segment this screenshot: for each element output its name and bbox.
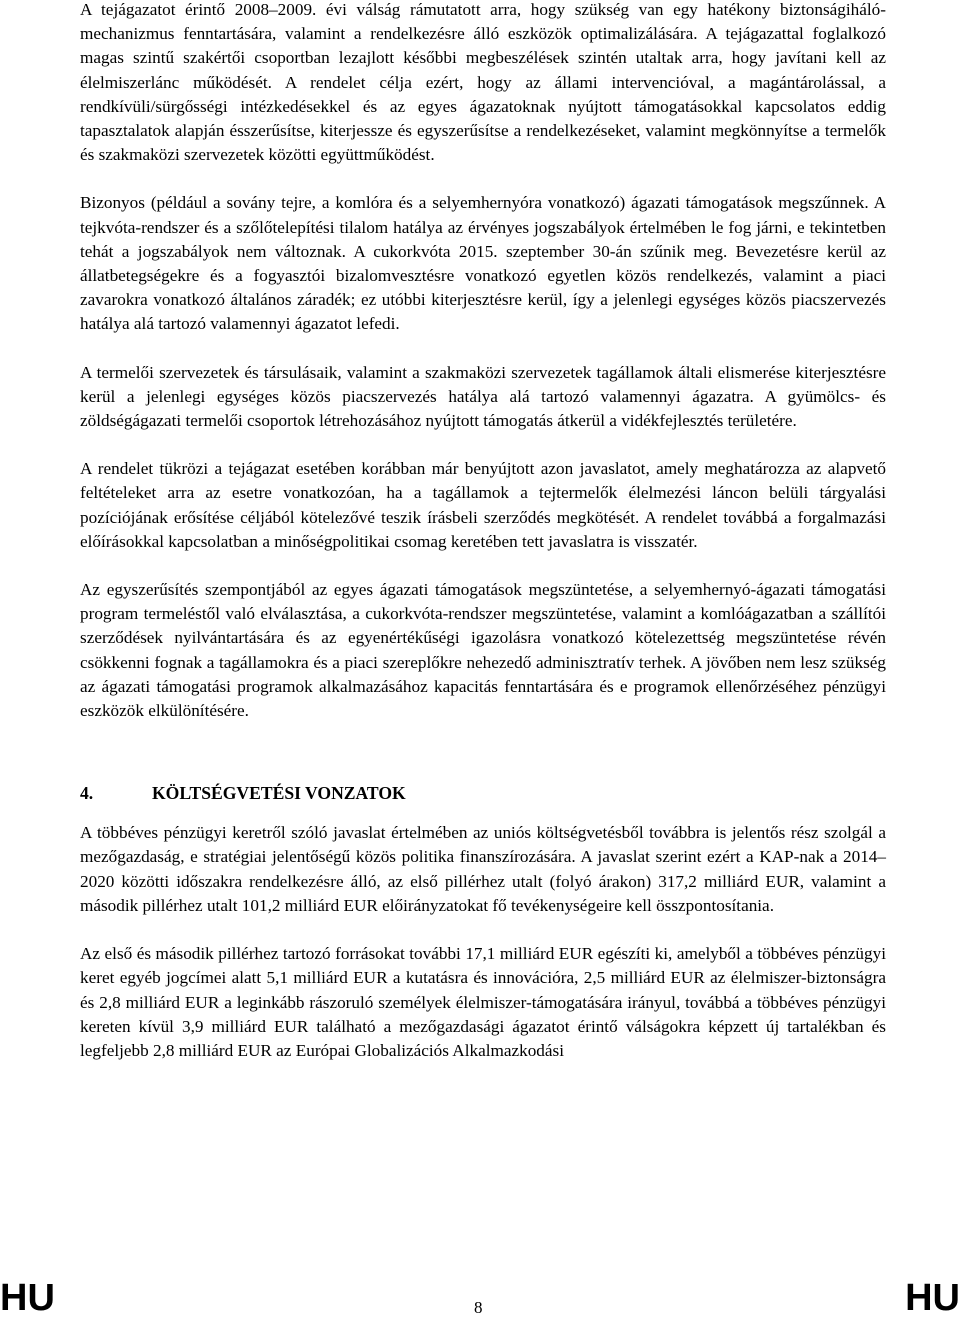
page-number: 8 bbox=[474, 1298, 483, 1317]
footer-language-left: HU bbox=[0, 1277, 55, 1319]
document-body bbox=[80, 0, 886, 1063]
section-heading bbox=[80, 781, 886, 805]
section-number: 4. bbox=[80, 783, 94, 804]
paragraph-3: A termelői szervezetek és társulásaik, valamint a szakmaközi szervezetek tagállamok általi elismerése kiterjesztésre kerül a jelenlegi egységes közös piacszervezés hatálya alá tartozó valamennyi ágazatra. A gyümölcs- és zöldségágazati termelői csoportok létrehozásához nyújtott támogatás átkerül a vidékfejlesztés területére. bbox=[80, 362, 886, 431]
paragraph-1: A tejágazatot érintő 2008–2009. évi válság rámutatott arra, hogy szükség van egy hatékony biztonságiháló-mechanizmus fenntartására, valamint a rendelkezésre álló eszközök optimalizálására. A tejágazattal foglalkozó magas szintű szakértői csoportban lezajlott későbbi megbeszélések szintén utaltak arra, hogy javítani kell az élelmiszerlánc működését. A rendelet célja ezért, hogy az állami intervencióval, a magántárolással, a rendkívüli/sürgősségi intézkedésekkel és az egyes ágazatoknak nyújtott támogatásokkal kapcsolatos eddig tapasztalatok alapján ésszerűsítse, kiterjessze és egyszerűsítse a rendelkezéseket, valamint megkönnyítse a termelők és szakmaközi szervezetek közötti együttműködést. bbox=[80, 0, 886, 165]
section-paragraph-1: A többéves pénzügyi keretről szóló javaslat értelmében az uniós költségvetésből továbbra is jelentős rész szolgál a mezőgazdaság, e stratégiai jelentőségű közös politika finanszírozására. A javaslat szerint ezért a KAP-nak a 2014–2020 közötti időszakra rendelkezésre álló, az első pillérhez utalt (folyó árakon) 317,2 milliárd EUR, valamint a második pillérhez utalt 101,2 milliárd EUR előirányzatokat fő tevékenységeire kell összpontosítania. bbox=[80, 823, 886, 915]
paragraph-5: Az egyszerűsítés szempontjából az egyes ágazati támogatások megszüntetése, a selyemhernyó-ágazati támogatási program termeléstől való elválasztása, a cukorkvóta-rendszer megszüntetése, valamint a komlóágazatban a szállítói szerződések nyilvántartására és az egyenértékűségi igazolásra vonatkozó kötelezettség megszüntetése révén csökkenni fognak a tagállamokra és a piaci szereplőkre nehezedő adminisztratív terhek. A jövőben nem lesz szükség az ágazati támogatási programok alkalmazásához kapacitás fenntartására és e programok ellenőrzéséhez pénzügyi eszközök elkülönítésére. bbox=[80, 580, 886, 721]
paragraph-4: A rendelet tükrözi a tejágazat esetében korábban már benyújtott azon javaslatot, amely meghatározza az alapvető feltételeket arra az esetre vonatkozóan, ha a tagállamok a tejtermelők élelmezési láncon belüli tárgyalási pozíciójának erősítése céljából kötelezővé teszik írásbeli szerződés megkötését. A rendelet továbbá a forgalmazási előírásokkal kapcsolatban a minőségpolitikai csomag keretében tett javaslatra is visszatér. bbox=[80, 459, 886, 551]
paragraph-2: Bizonyos (például a sovány tejre, a komlóra és a selyemhernyóra vonatkozó) ágazati támogatások megszűnnek. A tejkvóta-rendszer és a szőlőtelepítési tilalom hatálya az érvényes jogszabályok értelmében le fog járni, e tekintetben tehát a jogszabályok nem változnak. A cukorkvóta 2015. szeptember 30-án szűnik meg. Bevezetésre kerül az állatbetegségekre és a fogyasztói bizalomvesztésre vonatkozó egyetlen közös rendelkezés, valamint a piaci zavarokra vonatkozó általános záradék; ez utóbbi kiterjesztésre kerül, így a jelenlegi egységes közös piacszervezés hatálya alá tartozó valamennyi ágazatot lefedi. bbox=[80, 193, 886, 334]
footer-language-right: HU bbox=[905, 1277, 960, 1319]
section-paragraph-2: Az első és második pillérhez tartozó forrásokat további 17,1 milliárd EUR egészíti ki, amelyből a többéves pénzügyi keret egyéb jogcímei alatt 5,1 milliárd EUR a kutatásra és innovációra, 2,5 milliárd EUR az élelmiszer-biztonságra és 2,8 milliárd EUR a leginkább rászoruló személyek élelmiszer-támogatására irányul, továbbá a többéves pénzügyi kereten kívül 3,9 milliárd EUR található a mezőgazdasági ágazatot érintő válságokra képzett új tartalékban és legfeljebb 2,8 milliárd EUR az Európai Globalizációs Alkalmazkodási bbox=[80, 944, 886, 1060]
section-title: KÖLTSÉGVETÉSI VONZATOK bbox=[152, 783, 406, 804]
